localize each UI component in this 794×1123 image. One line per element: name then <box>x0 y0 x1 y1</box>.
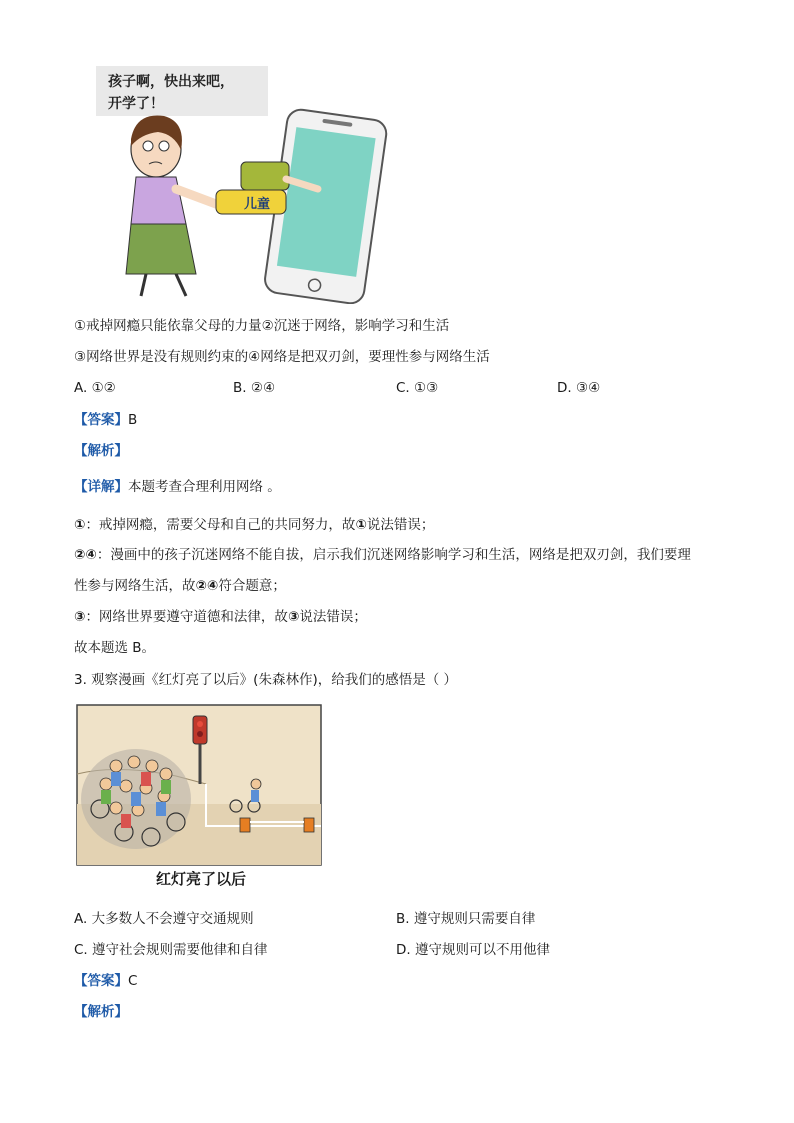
q2-detail-line <box>74 477 281 497</box>
q3-analysis-tag: 【解析】 <box>74 1004 128 1020</box>
q2-option-d[interactable]: D. ③④ <box>557 380 601 396</box>
q3-option-b[interactable]: B. 遵守规则只需要自律 <box>396 911 536 927</box>
speech-line-2: 开学了！ <box>108 96 164 112</box>
q3-answer-tag: 【答案】 <box>74 973 128 989</box>
explanation-3: ③：网络世界要遵守道德和法律，故③说法错误； <box>74 609 367 625</box>
q2-option-c[interactable]: C. ①③ <box>396 380 439 396</box>
statement-line-2: ③网络世界是没有规则约束的④网络是把双刃剑，要理性参与网络生活 <box>74 349 490 365</box>
cartoon-caption: 红灯亮了以后 <box>155 870 246 888</box>
q2-option-a[interactable]: A. ①② <box>74 380 116 396</box>
speech-line-1: 孩子啊，快出来吧， <box>108 74 234 90</box>
detail-intro: 本题考查合理利用网络 。 <box>128 479 281 495</box>
explanation-2-cont: 性参与网络生活，故②④符合题意； <box>74 578 286 594</box>
q2-analysis-tag <box>74 441 128 461</box>
q3-option-d[interactable]: D. 遵守规则可以不用他律 <box>396 942 550 958</box>
q3-stem: 3. 观察漫画《红灯亮了以后》(朱森林作)，给我们的感悟是（ ） <box>74 672 457 688</box>
conclusion: 故本题选 B。 <box>74 640 156 656</box>
explanation-2: ②④：漫画中的孩子沉迷网络不能自拔，启示我们沉迷网络影响学习和生活，网络是把双刃剑，我们要理 <box>74 547 691 563</box>
explanation-1: ①：戒掉网瘾，需要父母和自己的共同努力，故①说法错误； <box>74 517 435 533</box>
q3-option-a[interactable]: A. 大多数人不会遵守交通规则 <box>74 911 254 927</box>
q3-analysis <box>74 1002 128 1022</box>
cartoon-internet-addiction <box>86 64 396 304</box>
answer-tag: 【答案】 <box>74 412 128 428</box>
child-label: 儿童 <box>244 197 271 212</box>
answer-value: B <box>128 412 138 428</box>
q2-answer-line <box>74 410 137 430</box>
q3-answer-value: C <box>128 973 138 989</box>
statement-line-1: ①戒掉网瘾只能依靠父母的力量②沉迷于网络，影响学习和生活 <box>74 318 450 334</box>
cartoon-red-light <box>76 704 322 866</box>
q3-answer-line <box>74 971 137 991</box>
q3-option-c[interactable]: C. 遵守社会规则需要他律和自律 <box>74 942 268 958</box>
analysis-tag: 【解析】 <box>74 443 128 459</box>
q2-option-b[interactable]: B. ②④ <box>233 380 276 396</box>
detail-tag: 【详解】 <box>74 479 128 495</box>
